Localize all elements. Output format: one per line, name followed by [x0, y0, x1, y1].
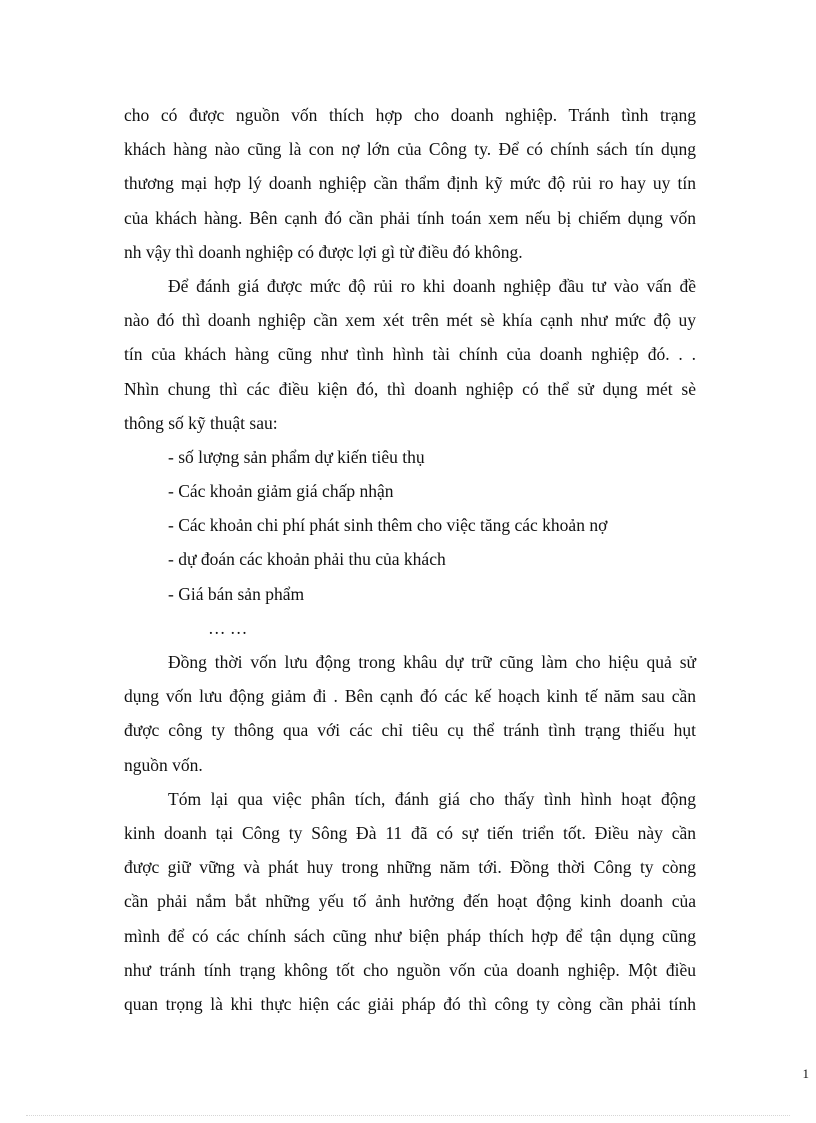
- paragraph-first-line: Tóm lại qua việc phân tích, đánh giá cho thấy tình hình hoạt động: [168, 788, 696, 809]
- list-item: - Giá bán sản phẩm: [168, 583, 305, 604]
- page-bottom-divider: [26, 1115, 790, 1116]
- list-ellipsis: … …: [208, 617, 248, 638]
- document-body: [124, 98, 696, 1021]
- text-line: quan trọng là khi thực hiện các giải pháp đó thì công ty còng cần phải tính: [124, 993, 696, 1014]
- paragraph-first-line: Đồng thời vốn lưu động trong khâu dự trữ cũng làm cho hiệu quả sử: [168, 652, 696, 672]
- text-line: khách hàng nào cũng là con nợ lớn của Công ty. Để có chính sách tín dụng: [124, 139, 696, 160]
- text-line: thông số kỹ thuật sau:: [124, 412, 278, 433]
- text-line: cần phải nắm bắt những yếu tố ảnh hưởng đến hoạt động kinh doanh của: [124, 891, 696, 912]
- text-line: thương mại hợp lý doanh nghiệp cần thẩm định kỹ mức độ rủi ro hay uy tín: [124, 173, 696, 194]
- list-item: - dự đoán các khoản phải thu của khách: [168, 549, 446, 570]
- page-number: 1: [802, 1066, 809, 1081]
- text-line: Nhìn chung thì các điều kiện đó, thì doanh nghiệp có thể sử dụng mét sè: [124, 378, 696, 399]
- text-line: được công ty thông qua với các chỉ tiêu cụ thể tránh tình trạng thiếu hụt: [124, 720, 696, 741]
- text-line: dụng vốn lưu động giảm đi . Bên cạnh đó các kế hoạch kinh tế năm sau cần: [124, 686, 696, 707]
- text-line: nh vậy thì doanh nghiệp có được lợi gì từ điều đó không.: [124, 241, 523, 262]
- paragraph-first-line: Để đánh giá được mức độ rủi ro khi doanh nghiệp đầu tư vào vấn đề: [168, 275, 696, 296]
- list-item: - số lượng sản phẩm dự kiến tiêu thụ: [168, 446, 425, 467]
- list-item: - Các khoản giảm giá chấp nhận: [168, 481, 394, 502]
- text-line: được giữ vững và phát huy trong những năm tới. Đồng thời Công ty còng: [124, 857, 696, 878]
- list-item: - Các khoản chi phí phát sinh thêm cho việc tăng các khoản nợ: [168, 515, 608, 536]
- text-line: như tránh tính trạng không tốt cho nguồn vốn của doanh nghiệp. Một điều: [124, 959, 696, 980]
- text-line: nguồn vốn.: [124, 754, 203, 775]
- text-line: nào đó thì doanh nghiệp cần xem xét trên mét sè khía cạnh như mức độ uy: [124, 310, 696, 331]
- text-line: mình để có các chính sách cũng như biện pháp thích hợp để tận dụng cũng: [124, 925, 696, 946]
- text-line: cho có được nguồn vốn thích hợp cho doanh nghiệp. Tránh tình trạng: [124, 105, 696, 125]
- text-line: của khách hàng. Bên cạnh đó cần phải tính toán xem nếu bị chiếm dụng vốn: [124, 207, 696, 228]
- text-line: tín của khách hàng cũng như tình hình tài chính của doanh nghiệp đó. . .: [124, 344, 696, 365]
- text-line: kinh doanh tại Công ty Sông Đà 11 đã có sự tiến triển tốt. Điều này cần: [124, 822, 696, 843]
